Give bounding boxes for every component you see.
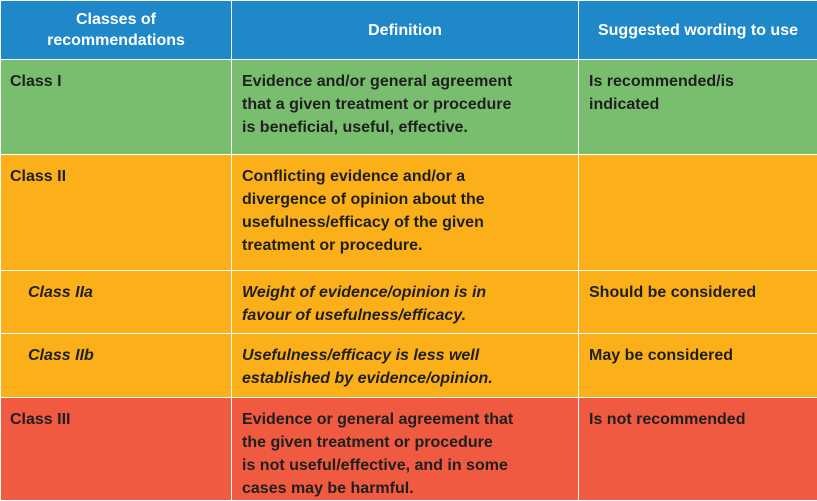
header-row	[1, 1, 817, 60]
header-wording: Suggested wording to use	[579, 1, 817, 60]
definition-line: divergence of opinion about the	[242, 191, 485, 208]
wording-cell	[579, 334, 817, 398]
definition-line: Evidence or general agreement that	[242, 411, 513, 428]
table-row-class-iia	[1, 271, 817, 334]
header-classes-line: recommendations	[47, 32, 185, 49]
definition-line: favour of usefulness/efficacy.	[242, 307, 466, 324]
definition-line: Conflicting evidence and/or a	[242, 168, 465, 185]
class-cell: Class II	[1, 155, 232, 271]
definition-line: is beneficial, useful, effective.	[242, 119, 468, 136]
definition-line: that a given treatment or procedure	[242, 96, 511, 113]
definition-line: the given treatment or procedure	[242, 434, 493, 451]
class-cell: Class IIb	[1, 334, 232, 398]
wording-line: Is not recommended	[589, 411, 745, 428]
definition-cell	[232, 60, 579, 155]
definition-line: Usefulness/efficacy is less well	[242, 347, 479, 364]
definition-line: Weight of evidence/opinion is in	[242, 284, 486, 301]
table-row-class-i	[1, 60, 817, 155]
definition-line: Evidence and/or general agreement	[242, 73, 512, 90]
wording-cell	[579, 271, 817, 334]
wording-line: indicated	[589, 96, 659, 113]
wording-cell	[579, 155, 817, 271]
definition-line: established by evidence/opinion.	[242, 370, 493, 387]
header-definition: Definition	[232, 1, 579, 60]
wording-line: Is recommended/is	[589, 73, 734, 90]
definition-cell	[232, 398, 579, 501]
header-classes-line: Classes of	[76, 11, 156, 28]
table-row-class-ii	[1, 155, 817, 271]
wording-line: Should be considered	[589, 284, 756, 301]
table-row-class-iib	[1, 334, 817, 398]
definition-line: usefulness/efficacy of the given	[242, 214, 484, 231]
wording-cell	[579, 60, 817, 155]
definition-cell	[232, 334, 579, 398]
wording-cell	[579, 398, 817, 501]
definition-line: treatment or procedure.	[242, 237, 422, 254]
definition-cell	[232, 271, 579, 334]
class-cell: Class IIa	[1, 271, 232, 334]
definition-line: cases may be harmful.	[242, 480, 414, 497]
class-cell: Class III	[1, 398, 232, 501]
wording-line: May be considered	[589, 347, 733, 364]
table-row-class-iii	[1, 398, 817, 501]
header-classes	[1, 1, 232, 60]
definition-cell	[232, 155, 579, 271]
class-cell: Class I	[1, 60, 232, 155]
definition-line: is not useful/effective, and in some	[242, 457, 508, 474]
